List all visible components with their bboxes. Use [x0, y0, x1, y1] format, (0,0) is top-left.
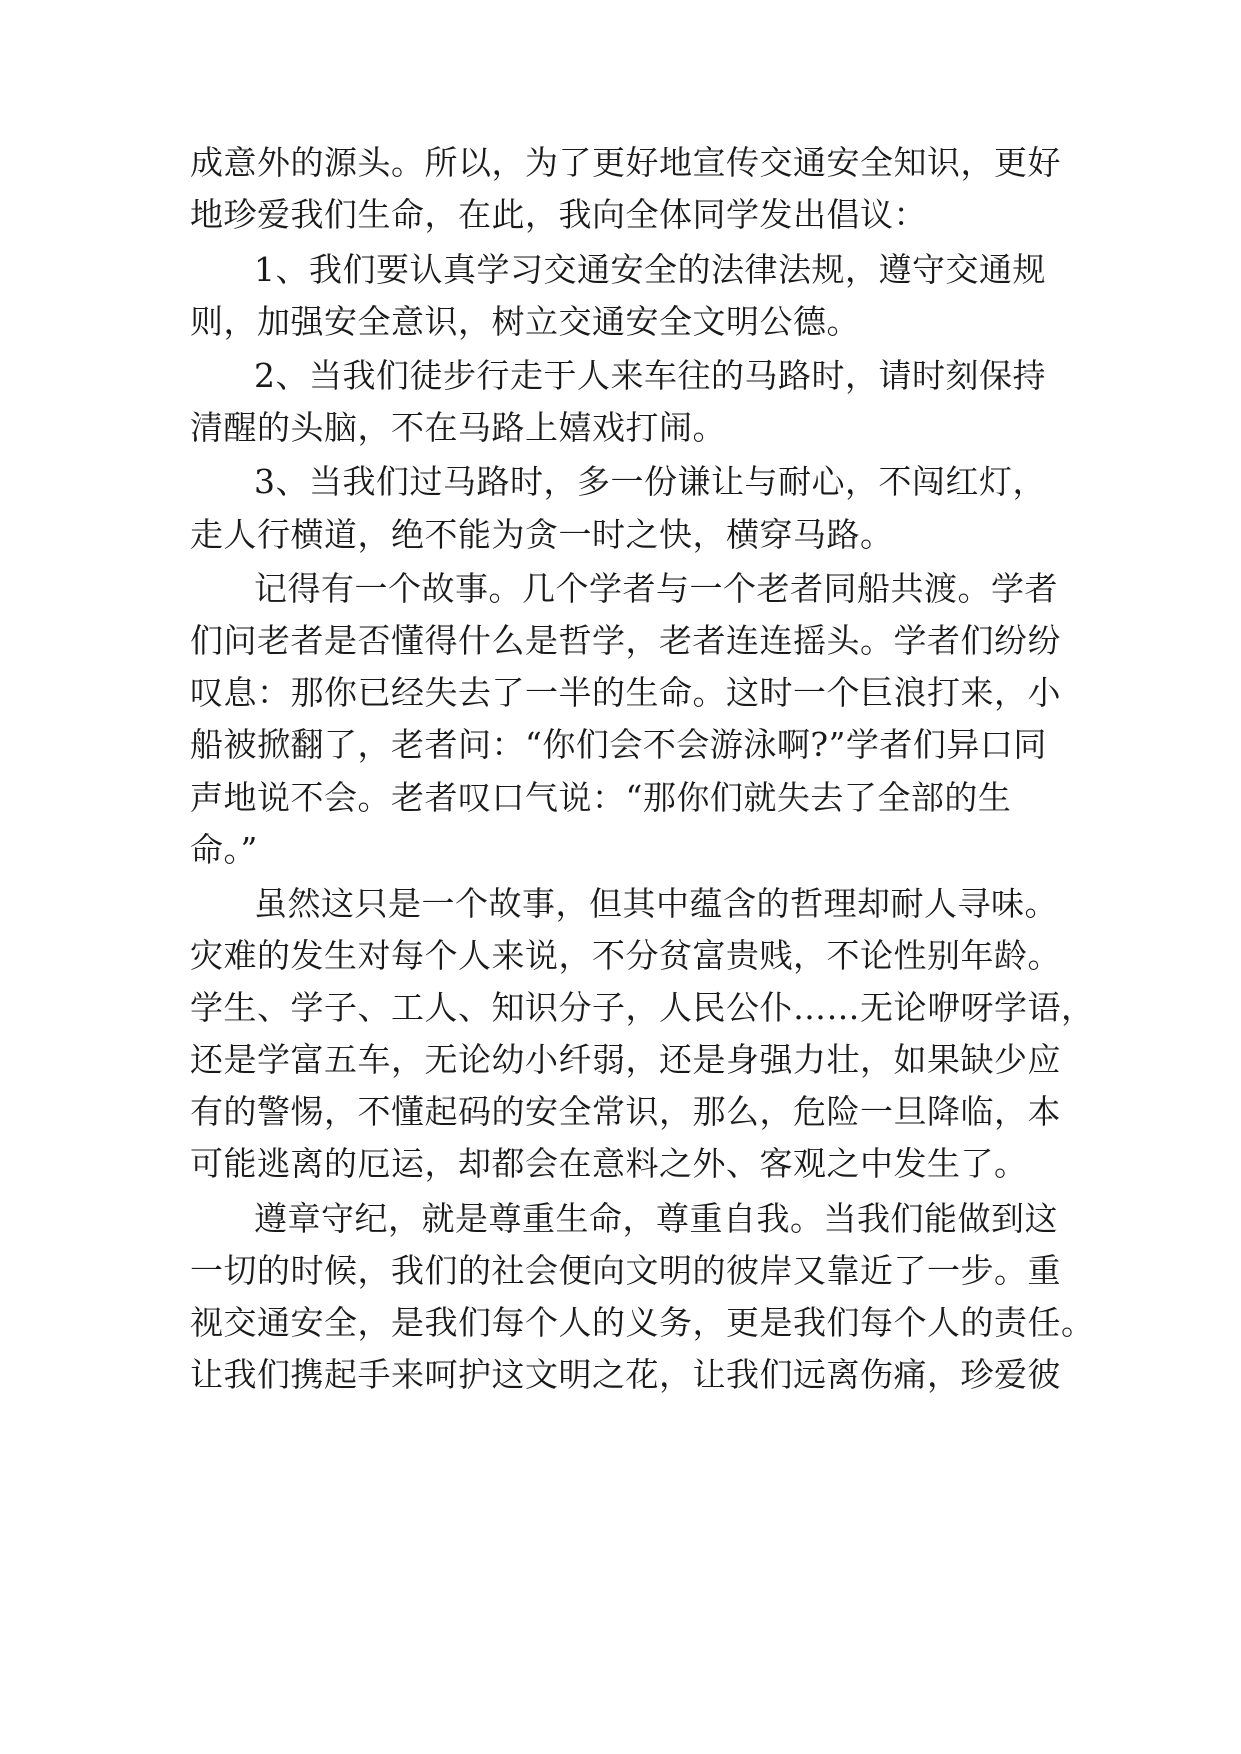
text-line: 地珍爱我们生命，在此，我向全体同学发出倡议： — [190, 195, 927, 234]
text-line: 们问老者是否懂得什么是哲学，老者连连摇头。学者们纷纷 — [190, 621, 1061, 660]
paragraph-reflection: 虽然这只是一个故事，但其中蕴含的哲理却耐人寻味。 — [254, 884, 1058, 923]
paragraph-conclusion: 遵章守纪，就是尊重生命，尊重自我。当我们能做到这 — [254, 1199, 1058, 1238]
text-line: 命。” — [190, 830, 258, 869]
text-line: 走人行横道，绝不能为贪一时之快，横穿马路。 — [190, 515, 894, 554]
proposal-item-1: 1、我们要认真学习交通安全的法律法规，遵守交通规 — [254, 250, 1046, 289]
text-line: 还是学富五车，无论幼小纤弱，还是身强力壮，如果缺少应 — [190, 1040, 1061, 1079]
text-line: 船被掀翻了，老者问：“你们会不会游泳啊?”学者们异口同 — [190, 725, 1047, 764]
text-line: 学生、学子、工人、知识分子，人民公仆……无论咿呀学语， — [190, 988, 1095, 1027]
text-line: 则，加强安全意识，树立交通安全文明公德。 — [190, 302, 860, 341]
text-line: 叹息：那你已经失去了一半的生命。这时一个巨浪打来，小 — [190, 673, 1061, 712]
text-line: 声地说不会。老者叹口气说：“那你们就失去了全部的生 — [190, 778, 1012, 817]
text-line: 可能逃离的厄运，却都会在意料之外、客观之中发生了。 — [190, 1144, 1028, 1183]
proposal-item-2: 2、当我们徒步行走于人来车往的马路时，请时刻保持 — [254, 356, 1046, 395]
text-line: 视交通安全，是我们每个人的义务，更是我们每个人的责任。 — [190, 1303, 1095, 1342]
text-line: 清醒的头脑，不在马路上嬉戏打闹。 — [190, 408, 726, 447]
text-line: 一切的时候，我们的社会便向文明的彼岸又靠近了一步。重 — [190, 1251, 1061, 1290]
text-line: 成意外的源头。所以，为了更好地宣传交通安全知识，更好 — [190, 143, 1061, 182]
text-line: 有的警惕，不懂起码的安全常识，那么，危险一旦降临，本 — [190, 1092, 1061, 1131]
text-line: 让我们携起手来呵护这文明之花，让我们远离伤痛，珍爱彼 — [190, 1355, 1061, 1394]
paragraph-story: 记得有一个故事。几个学者与一个老者同船共渡。学者 — [254, 569, 1058, 608]
text-line: 灾难的发生对每个人来说，不分贫富贵贱，不论性别年龄。 — [190, 936, 1061, 975]
proposal-item-3: 3、当我们过马路时，多一份谦让与耐心，不闯红灯， — [254, 462, 1046, 501]
